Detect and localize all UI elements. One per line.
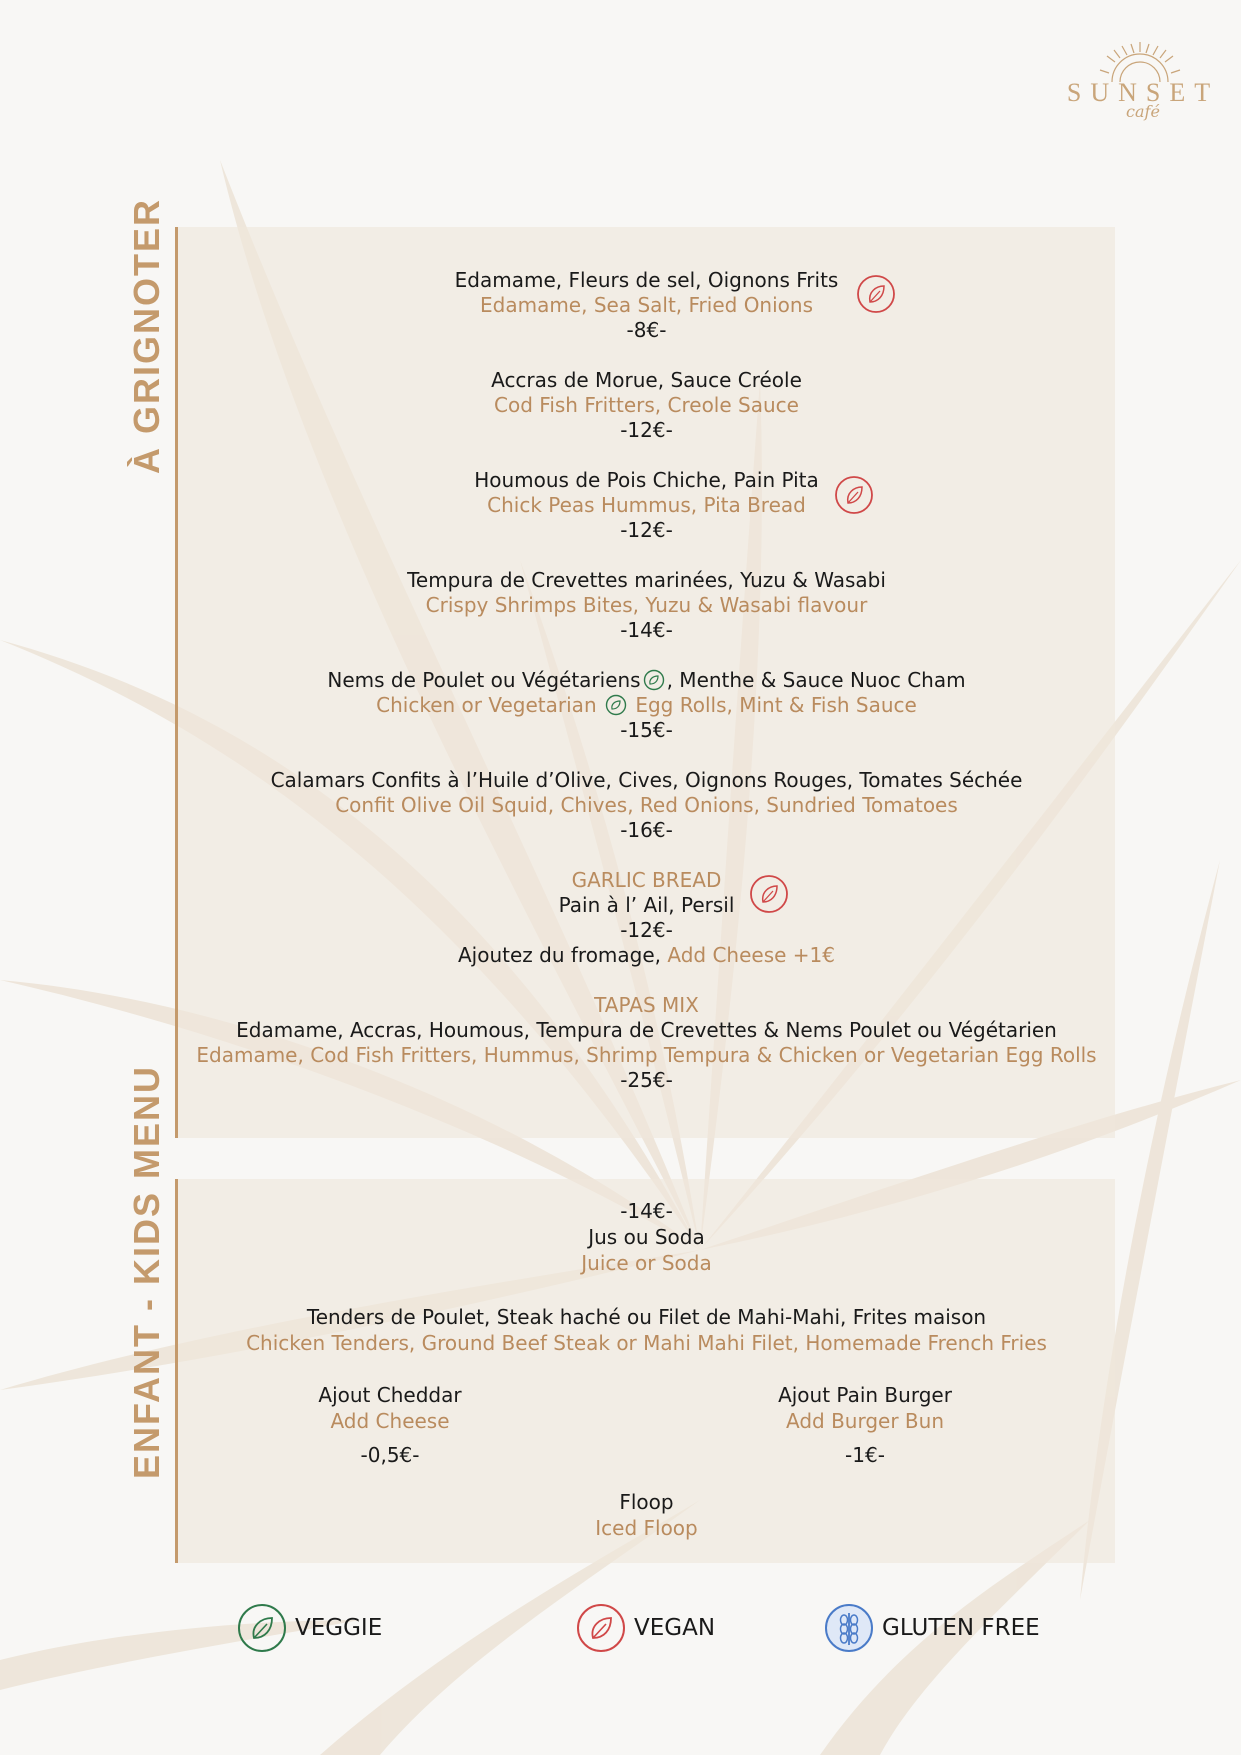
kids-price: -14€- xyxy=(620,1199,673,1223)
item-fr: Calamars Confits à l’Huile d’Olive, Cives, Oignons Rouges, Tomates Séchée xyxy=(270,768,1023,792)
vegan-icon xyxy=(834,475,874,515)
item-en: Cod Fish Fritters, Creole Sauce xyxy=(494,393,799,417)
item-en: Confit Olive Oil Squid, Chives, Red Onions, Sundried Tomatoes xyxy=(335,793,958,817)
kids-addon-cheddar xyxy=(260,1382,520,1468)
addon-fr: Ajout Pain Burger xyxy=(778,1383,952,1407)
logo-subtitle: café xyxy=(1126,102,1160,121)
kids-main-en: Chicken Tenders, Ground Beef Steak or Mahi Mahi Filet, Homemade French Fries xyxy=(246,1331,1047,1355)
addon-price: -1€- xyxy=(845,1443,885,1467)
item-price: -16€- xyxy=(620,818,673,842)
item-en-part-b: Egg Rolls, Mint & Fish Sauce xyxy=(635,693,917,717)
menu-item-accras xyxy=(178,368,1115,443)
menu-item-calamars xyxy=(178,768,1115,843)
addon-fr: Ajout Cheddar xyxy=(318,1383,462,1407)
item-fr: Tempura de Crevettes marinées, Yuzu & Wasabi xyxy=(407,568,886,592)
item-extra-en: Add Cheese +1€ xyxy=(667,943,836,967)
kids-addon-bun xyxy=(735,1382,995,1468)
vegan-icon xyxy=(749,874,789,914)
menu-item-tempura xyxy=(178,568,1115,643)
kids-main-fr: Tenders de Poulet, Steak haché ou Filet de Mahi-Mahi, Frites maison xyxy=(306,1305,987,1329)
item-fr-part-a: Nems de Poulet ou Végétariens xyxy=(327,668,641,692)
addon-price: -0,5€- xyxy=(360,1443,420,1467)
kids-drink-fr: Jus ou Soda xyxy=(588,1225,705,1249)
item-extra xyxy=(178,943,1115,968)
kids-main xyxy=(178,1304,1115,1356)
menu-item-houmous xyxy=(178,468,1115,543)
section-title-kids: ENFANT - KIDS MENU xyxy=(126,1065,167,1479)
vegan-legend-icon xyxy=(576,1603,626,1653)
item-extra-fr: Ajoutez du fromage, xyxy=(457,943,668,967)
item-title: GARLIC BREAD xyxy=(571,868,722,892)
item-en: Crispy Shrimps Bites, Yuzu & Wasabi flavour xyxy=(425,593,868,617)
item-fr: Accras de Morue, Sauce Créole xyxy=(491,368,802,392)
item-price: -25€- xyxy=(620,1068,673,1092)
section-title-grignoter: À GRIGNOTER xyxy=(126,197,167,474)
kids-drink xyxy=(178,1198,1115,1276)
menu-item-edamame xyxy=(178,268,1115,343)
menu-item-nems xyxy=(178,668,1115,743)
kids-drink-en: Juice or Soda xyxy=(581,1251,712,1275)
gluten-free-legend-icon xyxy=(824,1603,874,1653)
veggie-icon xyxy=(643,669,665,691)
kids-dessert-en: Iced Floop xyxy=(595,1516,698,1540)
item-price: -12€- xyxy=(620,418,673,442)
item-fr: Houmous de Pois Chiche, Pain Pita xyxy=(474,468,819,492)
addon-en: Add Cheese xyxy=(330,1409,450,1433)
item-fr: Pain à l’ Ail, Persil xyxy=(558,893,735,917)
vegan-icon xyxy=(856,274,896,314)
kids-dessert-fr: Floop xyxy=(619,1490,674,1514)
item-fr xyxy=(178,668,1115,693)
item-en: Edamame, Sea Salt, Fried Onions xyxy=(480,293,813,317)
legend-gluten-label: GLUTEN FREE xyxy=(882,1615,1040,1641)
legend-veggie-label: VEGGIE xyxy=(295,1615,383,1641)
logo-name: SUNSET xyxy=(1066,78,1220,107)
menu-item-tapas-mix xyxy=(178,993,1115,1093)
item-fr: Edamame, Fleurs de sel, Oignons Frits xyxy=(454,268,839,292)
item-fr-part-b: , Menthe & Sauce Nuoc Cham xyxy=(666,668,966,692)
item-price: -12€- xyxy=(620,918,673,942)
item-title: TAPAS MIX xyxy=(594,993,699,1017)
legend-vegan-label: VEGAN xyxy=(634,1615,716,1641)
item-en-part-a: Chicken or Vegetarian xyxy=(376,693,597,717)
menu-item-garlic-bread xyxy=(178,868,1115,968)
addon-en: Add Burger Bun xyxy=(786,1409,944,1433)
item-fr: Edamame, Accras, Houmous, Tempura de Crevettes & Nems Poulet ou Végétarien xyxy=(236,1018,1057,1042)
item-price: -14€- xyxy=(620,618,673,642)
item-en xyxy=(178,693,1115,718)
veggie-icon xyxy=(605,694,627,716)
veggie-legend-icon xyxy=(237,1603,287,1653)
item-en: Edamame, Cod Fish Fritters, Hummus, Shrimp Tempura & Chicken or Vegetarian Egg Rolls xyxy=(196,1043,1097,1067)
kids-dessert xyxy=(178,1489,1115,1541)
item-price: -12€- xyxy=(620,518,673,542)
item-price: -8€- xyxy=(626,318,667,342)
item-en: Chick Peas Hummus, Pita Bread xyxy=(487,493,806,517)
item-price: -15€- xyxy=(620,718,673,742)
